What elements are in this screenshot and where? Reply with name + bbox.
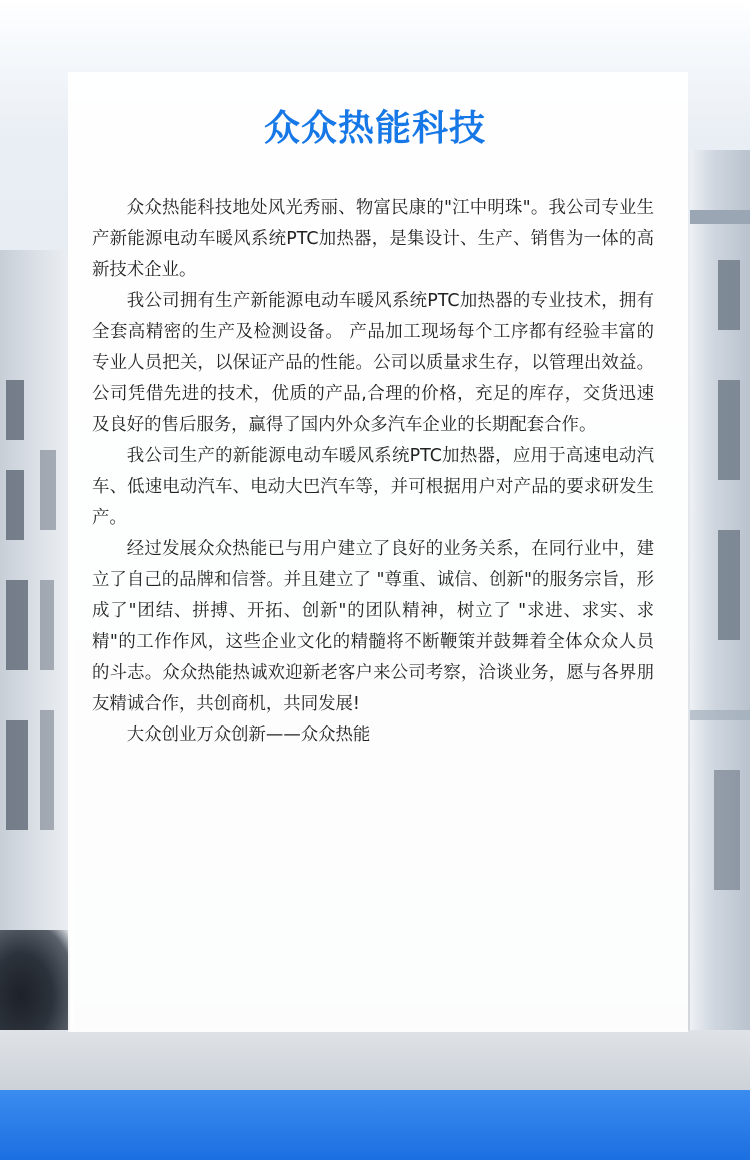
right-building-image	[690, 150, 750, 1090]
article-body	[92, 193, 654, 751]
article-paragraph-3: 我公司生产的新能源电动车暖风系统PTC加热器，应用于高速电动汽车、低速电动汽车、电动大巴汽车等，并可根据用户对产品的要求研发生产。	[92, 446, 654, 528]
footer-bar	[0, 1090, 750, 1160]
article-paragraph-1: 众众热能科技地处风光秀丽、物富民康的"江中明珠"。我公司专业生产新能源电动车暖风系统PTC加热器，是集设计、生产、销售为一体的高新技术企业。	[92, 198, 654, 280]
company-slogan: 大众创业万众创新——众众热能	[126, 725, 371, 745]
article-paragraph-2: 我公司拥有生产新能源电动车暖风系统PTC加热器的专业技术，拥有全套高精密的生产及检测设备。 产品加工现场每个工序都有经验丰富的专业人员把关，以保证产品的性能。公司以质量求生存，以管理出效益。公司凭借先进的技术，优质的产品,合理的价格，充足的库存，交货迅速及良好的售后服务，赢得了国内外众多汽车企业的长期配套合作。	[92, 291, 655, 435]
article-paragraph-4: 经过发展众众热能已与用户建立了良好的业务关系，在同行业中，建立了自己的品牌和信誉。并且建立了 "尊重、诚信、创新"的服务宗旨，形成了"团结、拼搏、开拓、创新"的团队精神，树立了 "求进、求实、求精"的工作作风，这些企业文化的精髓将不断鞭策并鼓舞着全体众众人员的斗志。众众热能热诚欢迎新老客户来公司考察，洽谈业务，愿与各界朋友精诚合作，共创商机，共同发展!	[92, 539, 654, 714]
page-title: 众众热能科技	[263, 108, 486, 149]
ground-image	[0, 1030, 750, 1090]
car-image	[0, 930, 70, 1040]
